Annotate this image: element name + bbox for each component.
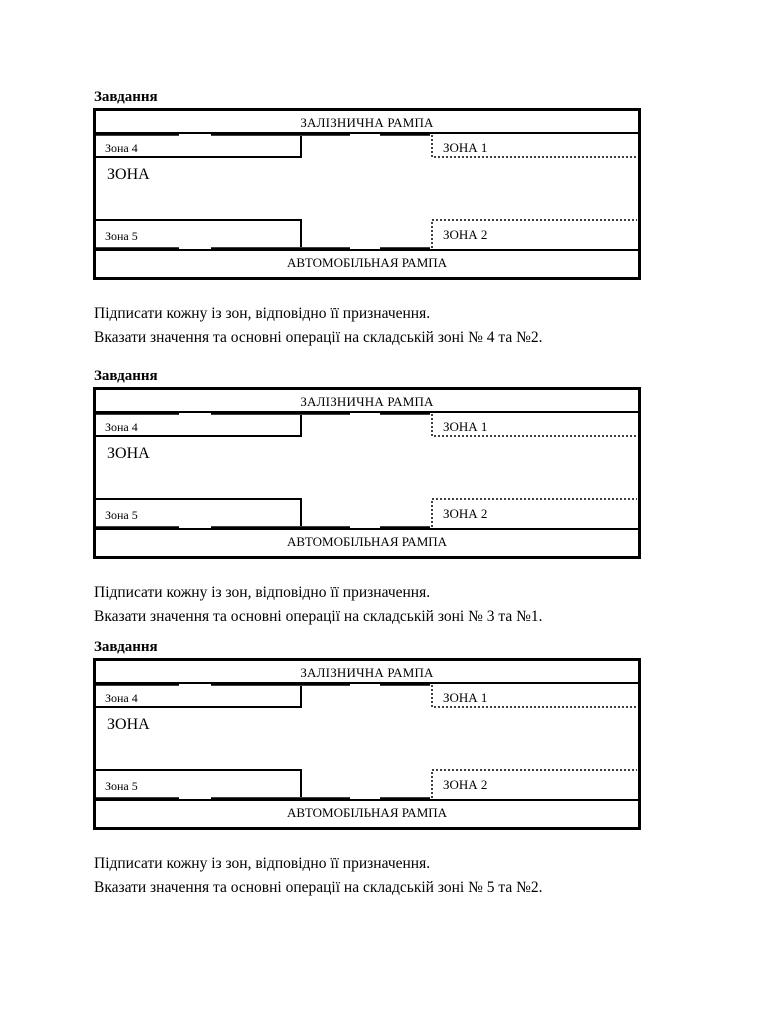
auto-ramp-label: АВТОМОБІЛЬНАЯ РАМПА	[286, 534, 448, 549]
task-instructions	[94, 852, 543, 900]
task-heading: Завдання	[94, 639, 158, 655]
zone-5-label: Зона 5	[105, 779, 138, 793]
task-block-1	[0, 89, 768, 358]
zone-5-label: Зона 5	[105, 229, 138, 243]
zone-1-label: ЗОНА 1	[443, 690, 488, 705]
zone-4-label: Зона 4	[105, 420, 138, 434]
zone-1-label: ЗОНА 1	[443, 140, 488, 155]
zone-4-label: Зона 4	[105, 691, 138, 705]
auto-ramp-label: АВТОМОБІЛЬНАЯ РАМПА	[286, 805, 448, 820]
zone-4-label: Зона 4	[105, 141, 138, 155]
zone-1-label: ЗОНА 1	[443, 419, 488, 434]
instruction-line: Підписати кожну із зон, відповідно її призначення.	[94, 584, 431, 601]
railway-ramp-label: ЗАЛІЗНИЧНА РАМПА	[300, 394, 434, 409]
warehouse-diagram	[93, 387, 641, 559]
task-block-3	[0, 639, 768, 908]
task-instructions	[94, 581, 543, 629]
zone-center-label: ЗОНА	[107, 166, 150, 183]
warehouse-diagram	[93, 108, 641, 280]
instruction-line: Підписати кожну із зон, відповідно її призначення.	[94, 305, 431, 322]
railway-ramp-label: ЗАЛІЗНИЧНА РАМПА	[300, 115, 434, 130]
zone-center-label: ЗОНА	[107, 716, 150, 733]
railway-ramp-label: ЗАЛІЗНИЧНА РАМПА	[300, 665, 434, 680]
zone-center-label: ЗОНА	[107, 445, 150, 462]
zone-2-label: ЗОНА 2	[443, 227, 488, 242]
warehouse-diagram	[93, 658, 641, 830]
zone-2-label: ЗОНА 2	[443, 506, 488, 521]
instruction-line: Вказати значення та основні операції на складській зоні № 3 та №1.	[94, 608, 543, 625]
task-block-2	[0, 368, 768, 637]
zone-5-label: Зона 5	[105, 508, 138, 522]
auto-ramp-label: АВТОМОБІЛЬНАЯ РАМПА	[286, 255, 448, 270]
zone-2-label: ЗОНА 2	[443, 777, 488, 792]
task-heading: Завдання	[94, 368, 158, 384]
instruction-line: Підписати кожну із зон, відповідно її призначення.	[94, 855, 431, 872]
task-instructions	[94, 302, 543, 350]
task-heading: Завдання	[94, 89, 158, 105]
instruction-line: Вказати значення та основні операції на складській зоні № 5 та №2.	[94, 879, 543, 896]
instruction-line: Вказати значення та основні операції на складській зоні № 4 та №2.	[94, 329, 543, 346]
